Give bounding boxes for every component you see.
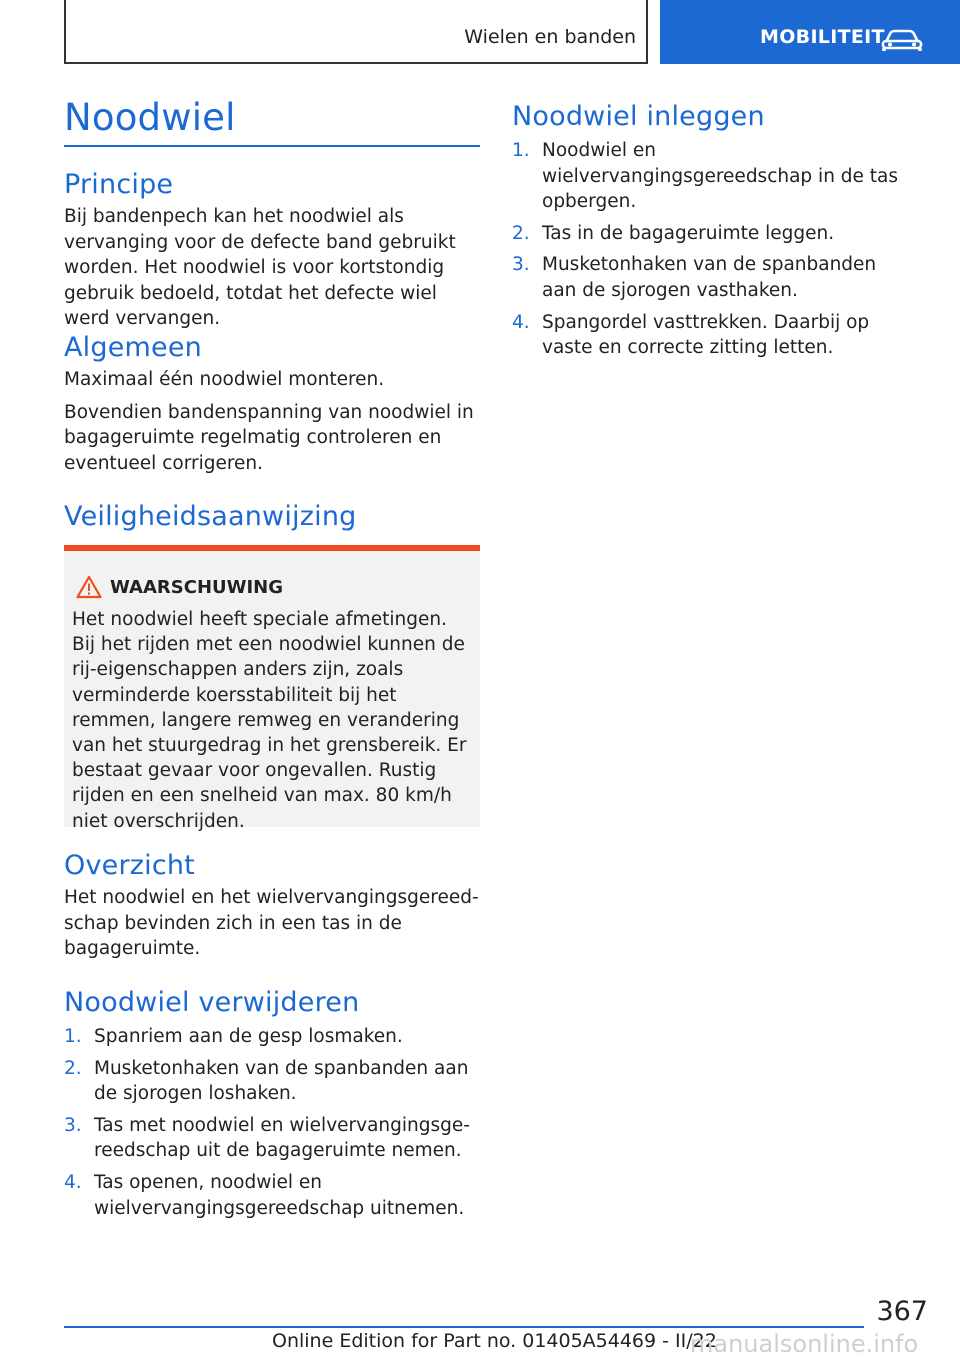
heading-principe: Principe xyxy=(64,169,174,200)
step-text: Tas openen, noodwiel en wielvervangingsgereedschap uitnemen. xyxy=(94,1171,465,1219)
step-number: 2. xyxy=(64,1057,82,1079)
step-number: 4. xyxy=(512,311,530,333)
step-number: 1. xyxy=(512,140,530,161)
step-text: Noodwiel en wielvervangingsgereedschap in de tas opbergen. xyxy=(542,140,899,213)
footer-divider xyxy=(64,1326,864,1328)
list-item xyxy=(512,221,916,247)
step-number: 3. xyxy=(512,254,530,276)
list-item xyxy=(64,1113,480,1164)
car-icon xyxy=(880,28,924,52)
section-verwijderen xyxy=(64,986,480,1227)
heading-algemeen: Algemeen xyxy=(64,332,202,363)
heading-veiligheid: Veiligheidsaanwijzing xyxy=(64,501,357,532)
step-text: Spangordel vasttrekken. Daarbij op vaste en correcte zitting letten. xyxy=(542,311,870,359)
step-number: 4. xyxy=(64,1171,82,1193)
section-inleggen xyxy=(512,100,916,367)
algemeen-text-1: Maximaal één noodwiel monteren. xyxy=(64,369,385,390)
list-item xyxy=(64,1056,480,1107)
warning-text: Het noodwiel heeft speciale afmetingen. Bij het rijden met een noodwiel kunnen de rij-eigenschappen anders zijn, zoals verminderde koersstabiliteit bij het remmen, langere remweg en verandering van het stuurgedrag in het grensbereik. Er bestaat gevaar voor ongevallen. Rustig rijden en een snelheid van max. 80 km/h niet overschrijden. xyxy=(72,609,467,832)
page-number: 367 xyxy=(876,1296,928,1327)
heading-overzicht: Overzicht xyxy=(64,850,195,881)
inleggen-steps xyxy=(512,138,916,361)
section-veiligheid xyxy=(64,500,480,534)
header-section-title: Wielen en banden xyxy=(464,26,636,48)
step-text: Musketonhaken van de spanbanden aan de sjorogen vasthaken. xyxy=(542,254,877,301)
step-text: Tas in de bagageruimte leggen. xyxy=(542,222,835,244)
step-text: Musketonhaken van de spanbanden aan de sjorogen loshaken. xyxy=(94,1057,469,1105)
overzicht-text: Het noodwiel en het wielvervangingsgereedschap bevinden zich in een tas in de bagageruimte. xyxy=(64,887,479,960)
list-item xyxy=(512,138,916,215)
footer-edition: Online Edition for Part no. 01405A54469 - II/22 xyxy=(272,1330,717,1352)
page-title: Noodwiel xyxy=(64,96,236,139)
step-number: 3. xyxy=(64,1114,82,1136)
list-item xyxy=(64,1170,480,1221)
step-text: Tas met noodwiel en wielvervangingsgereedschap uit de bagageruimte nemen. xyxy=(94,1114,470,1162)
header-chapter-label: MOBILITEIT xyxy=(760,26,885,48)
verwijderen-steps xyxy=(64,1024,480,1221)
step-number: 1. xyxy=(64,1026,82,1047)
warning-label: WAARSCHUWING xyxy=(110,577,284,598)
algemeen-text-2: Bovendien bandenspanning van noodwiel in bagageruimte regelmatig controleren en eventueel corrigeren. xyxy=(64,401,474,474)
watermark: manualsonline.info xyxy=(690,1330,919,1358)
section-overzicht xyxy=(64,849,480,962)
step-text: Spanriem aan de gesp losmaken. xyxy=(94,1026,403,1047)
warning-box xyxy=(64,545,480,832)
step-number: 2. xyxy=(512,222,530,244)
principe-text: Bij bandenpech kan het noodwiel als vervanging voor de defecte band gebruikt worden. Het noodwiel is voor kortstondig gebruik bedoeld, totdat het defecte wiel werd vervangen. xyxy=(64,206,456,330)
list-item xyxy=(512,252,916,303)
warning-triangle-icon xyxy=(76,575,102,599)
section-principe xyxy=(64,168,480,332)
section-algemeen xyxy=(64,331,480,476)
heading-verwijderen: Noodwiel verwijderen xyxy=(64,987,360,1018)
list-item xyxy=(64,1024,480,1050)
title-divider xyxy=(64,145,480,147)
list-item xyxy=(512,310,916,361)
heading-inleggen: Noodwiel inleggen xyxy=(512,101,765,132)
